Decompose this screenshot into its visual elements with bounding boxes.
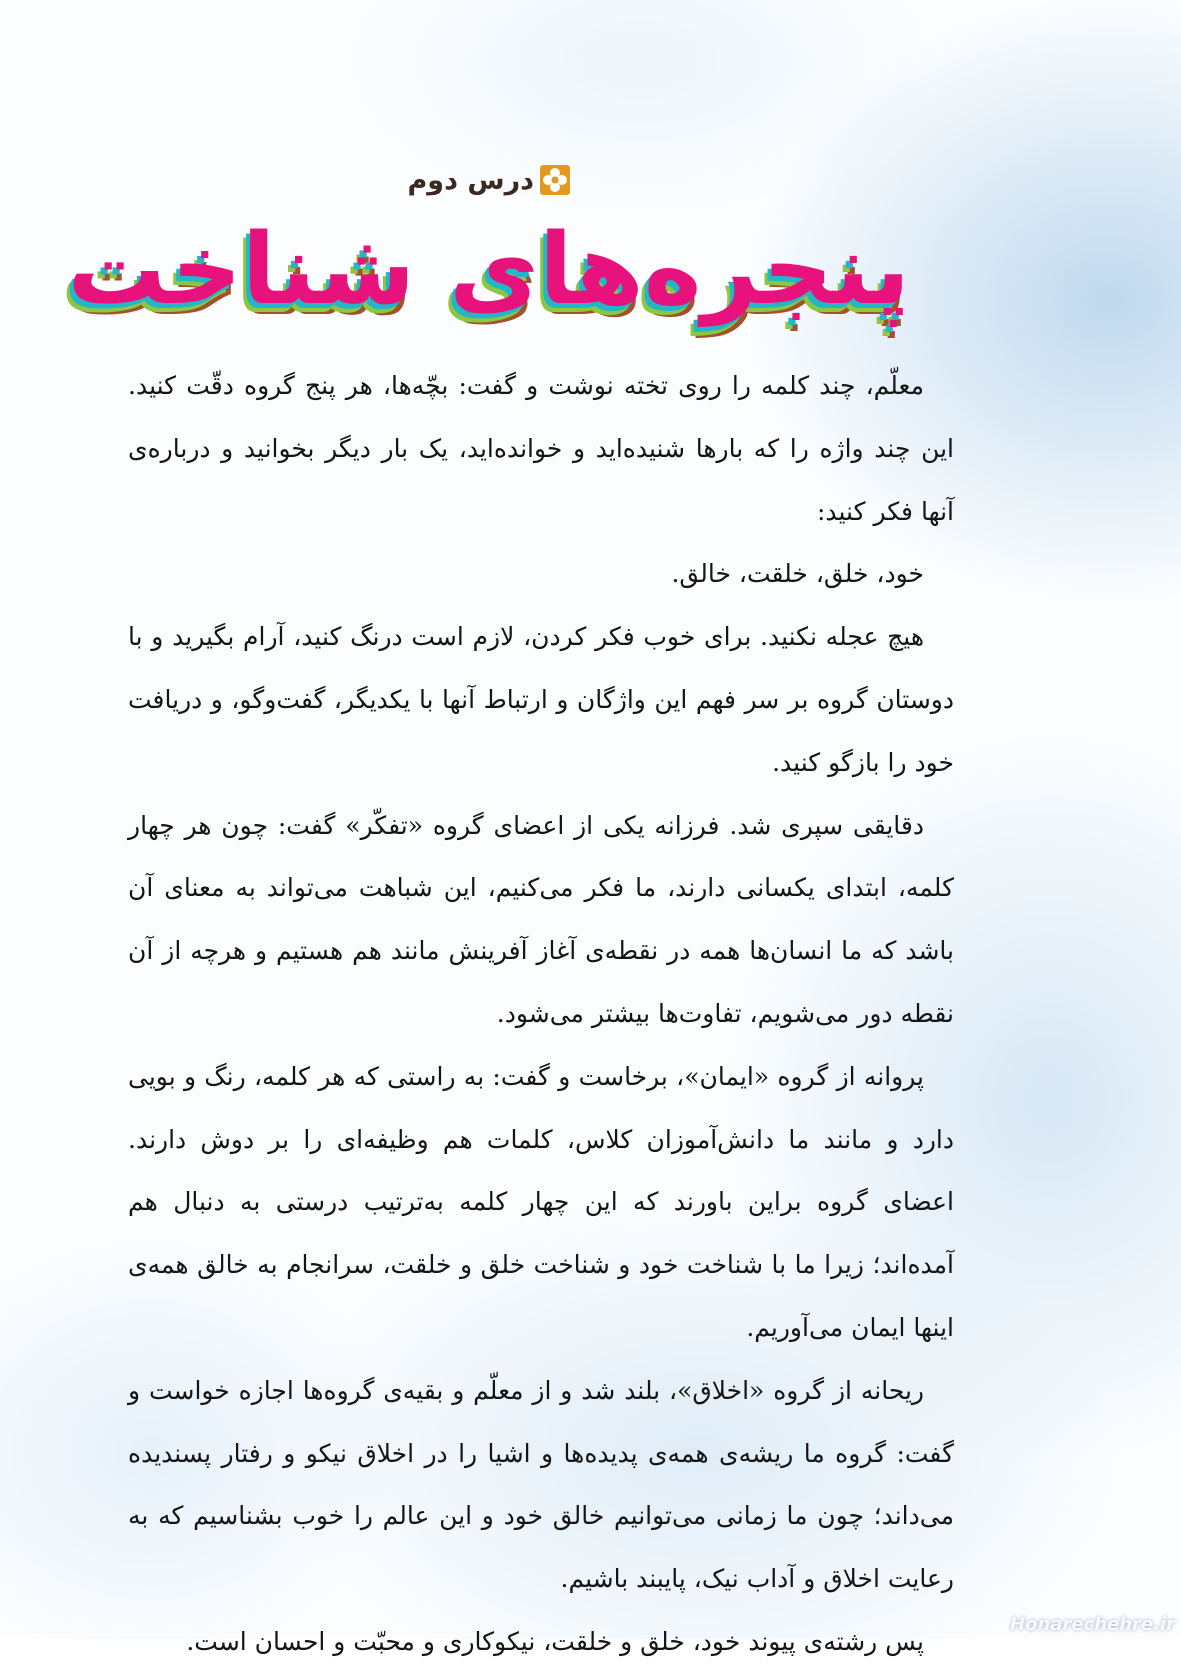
flower-icon <box>540 165 570 195</box>
paragraph-group-thinking: دقایقی سپری شد. فرزانه یکی از اعضای گروه «تفکّر» گفت: چون هر چهار کلمه، ابتدای یکسانی دارند، ما فکر می‌کنیم، این شباهت می‌تواند به معنای آن باشد که ما انسان‌ها همه در نقطه‌ی آغاز آفرینش مانند هم هستیم و هرچه از آن نقطه دور می‌شویم، تفاوت‌ها بیشتر می‌شود. <box>128 810 954 1028</box>
site-watermark: Honarechehre.ir <box>1010 1614 1175 1635</box>
paragraph-instruction: هیچ عجله نکنید. برای خوب فکر کردن، لازم است درنگ کنید، آرام بگیرید و با دوستان گروه بر سر فهم این واژگان و ارتباط آنها با یکدیگر، گفت‌وگو، و دریافت خود را بازگو کنید. <box>128 622 954 777</box>
paragraph-group-ethics: ریحانه از گروه «اخلاق»، بلند شد و از معلّم و بقیه‌ی گروه‌ها اجازه خواست و گفت: گروه ما ریشه‌ی همه‌ی پدیده‌ها و اشیا را در اخلاق نیکو و رفتار پسندیده می‌داند؛ چون ما زمانی می‌توانیم خالق خود و این عالم را خوب بشناسیم که به رعایت اخلاق و آداب نیک، پایبند باشیم. <box>128 1375 954 1594</box>
lesson-header <box>407 150 570 210</box>
paragraph-intro: معلّم، چند کلمه را روی تخته نوشت و گفت: بچّه‌ها، هر پنج گروه دقّت کنید. این چند واژه را که بارها شنیده‌اید و خوانده‌اید، یک بار دیگر بخوانید و درباره‌ی آنها فکر کنید: <box>128 371 954 526</box>
paragraph-conclusion: پس رشته‌ی پیوند خود، خلق و خلقت، نیکوکاری و محبّت و احسان است. <box>186 1626 924 1656</box>
paragraph-group-faith: پروانه از گروه «ایمان»، برخاست و گفت: به راستی که هر کلمه، رنگ و بویی دارد و مانند ما دانش‌آموزان کلاس، کلمات هم وظیفه‌ای را بر دوش دارند. اعضای گروه براین باورند که این چهار کلمه به‌ترتیب درستی به دنبال هم آمده‌اند؛ زیرا ما با شناخت خود و شناخت خلق و خلقت، سرانجام به خالق همه‌ی اینها ایمان می‌آوریم. <box>128 1061 955 1342</box>
lesson-body <box>128 355 955 1656</box>
lesson-number-label: درس دوم <box>407 164 534 196</box>
paragraph-word-list: خود، خلق، خلقت، خالق. <box>671 559 924 589</box>
lesson-title: پنجره‌های شناخت <box>67 213 910 327</box>
